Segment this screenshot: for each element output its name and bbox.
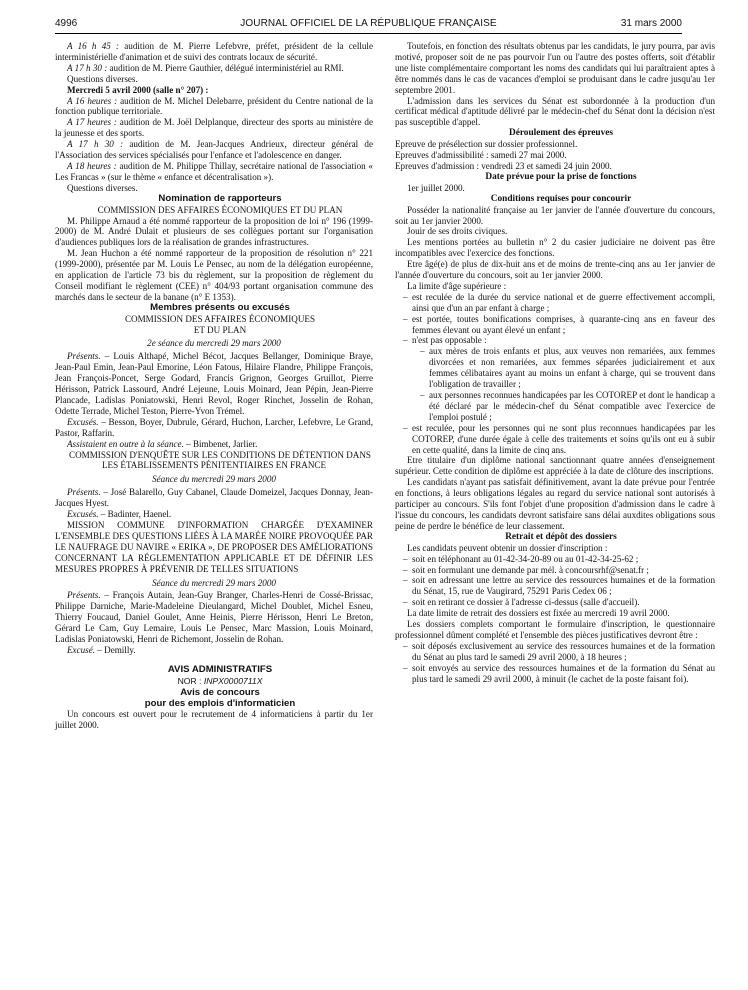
commission-name: COMMISSION DES AFFAIRES ÉCONOMIQUES ET DU PLAN [97, 204, 343, 215]
notice-title: Avis de concours [180, 686, 260, 698]
commission-name: ET DU PLAN [193, 324, 247, 335]
page-header [55, 18, 682, 34]
list-item: – soit en téléphonant au 01-42-34-20-89 ou au 01-42-34-25-62 ; [403, 554, 715, 565]
agenda-item: A 17 h 30 : audition de M. Jean-Jacques Andrieux, directeur général de l'Association des services spécialisés pour l'enfance et l'adolescence en danger. [55, 139, 373, 161]
section-heading: Date prévue pour la prise de fonctions [485, 171, 637, 182]
paragraph: Toutefois, en fonction des résultats obtenus par les candidats, le jury pourra, par avis motivé, proposer soit de ne pas pourvoir l'un ou l'autre des postes offerts, soit d'établir une liste complémentaire comportant les noms des candidats qui lui paraîtraient aptes à être nommés dans le cas de vacances d'emploi se produisant dans le cadre jusqu'au 1er septembre 2001. [395, 41, 715, 95]
age-limit-list [395, 292, 715, 456]
section-heading: Déroulement des épreuves [509, 128, 613, 139]
paragraph: La limite d'âge supérieure : [407, 280, 507, 291]
paragraph: Jouir de ses droits civiques. [407, 226, 508, 237]
paragraph: 1er juillet 2000. [407, 182, 465, 193]
list-item: – aux mères de trois enfants et plus, aux veuves non remariées, aux femmes divorcées et non remariées, aux femmes séparées judiciairement et aux femmes célibataires ayant au moins un enfant à charge, qui se trouvent dans l'obligation de travailler ; [420, 346, 715, 390]
agenda-item: A 16 h 45 : audition de M. Pierre Lefebvre, préfet, président de la cellule interministérielle d'animation et de suivi des contrats locaux de sécurité. [55, 41, 373, 62]
section-heading: Conditions requises pour concourir [490, 193, 632, 204]
attendance-other: Assistaient en outre à la séance. – Bimbenet, Jarlier. [67, 438, 258, 449]
list-item: – n'est pas opposable : – aux mères de trois enfants et plus, aux veuves non remariées, aux femmes divorcées et non remariées, aux femmes séparées judiciairement et aux femmes célibataires ayant au moins un enfant à charge, qui se trouvent dans l'obligation de travailler ; – aux personnes reconnues handicapées par les COTOREP et dont le handicap a été déclaré par le médecin-chef du Sénat compatible avec l'exercice de l'emploi postulé ; [403, 335, 715, 422]
paragraph: Les mentions portées au bulletin n° 2 du casier judiciaire ne doivent pas être incompatibles avec l'exercice des fonctions. [395, 237, 715, 259]
paragraph: Etre âgé(e) de plus de dix-huit ans et de moins de trente-cinq ans au 1er janvier de l'année d'ouverture du concours, soit au 1er janvier 2000. [395, 259, 715, 281]
header-rule [55, 33, 682, 34]
paragraph: M. Jean Huchon a été nommé rapporteur de la proposition de résolution n° 221 (1999-2000), présentée par M. Louis Le Pensec, au nom de la délégation européenne, en application de l'article 73 bis du règlement, sur la proposition de règlement du Conseil modifiant le règlement (CEE) n° 404/93 portant organisation commune des marchés dans le secteur de la banane (n° E 1353). [55, 248, 373, 302]
paragraph: L'admission dans les services du Sénat est subordonnée à la production d'un certificat médical d'aptitude délivré par le médecin-chef du Sénat dont la décision n'est pas susceptible d'appel. [395, 95, 715, 128]
section-heading: Nomination de rapporteurs [158, 192, 282, 204]
paragraph: Les candidats peuvent obtenir un dossier d'inscription : [407, 542, 608, 553]
attendance-excused: Excusés. – Besson, Boyer, Dubrule, Gérard, Huchon, Larcher, Lefebvre, Le Grand, Pastor, Raffarin. [55, 416, 373, 438]
session-date: 2e séance du mercredi 29 mars 2000 [147, 338, 281, 349]
agenda-note: Questions diverses. [67, 182, 138, 193]
paragraph: Epreuve de présélection sur dossier professionnel. [395, 139, 578, 150]
paragraph: La date limite de retrait des dossiers est fixée au mercredi 19 avril 2000. [407, 608, 670, 619]
journal-title: JOURNAL OFFICIEL DE LA RÉPUBLIQUE FRANÇAISE [240, 18, 497, 29]
agenda-item: A 16 heures : audition de M. Michel Delebarre, président du Centre national de la fonction publique territoriale. [55, 95, 373, 117]
list-item: – soit en retirant ce dossier à l'adresse ci-dessus (salle d'accueil). [403, 597, 715, 608]
list-item: – est reculée, pour les personnes qui ne sont plus reconnues handicapées par les COTOREP, d'une durée égale à celle des traitements et soins qu'ils ont eu à subir en cette qualité, dans la limite de cinq ans. [403, 423, 715, 456]
paragraph: Posséder la nationalité française au 1er janvier de l'année d'ouverture du concours, soit au 1er janvier 2000. [395, 204, 715, 226]
left-column [55, 41, 373, 730]
right-column [395, 41, 715, 684]
mission-name: MISSION COMMUNE D'INFORMATION CHARGÉE D'EXAMINER L'ENSEMBLE DES QUESTIONS LIÉES À LA MARÉE NOIRE PROVOQUÉE PAR LE NAUFRAGE DU NAVIRE « ERIKA », DE PROPOSER DES AMÉLIORATIONS CONCERNANT LA RÉGLEMENTATION APPLICABLE ET DE DÉFINIR LES MESURES PROPRES À PRÉVENIR DE TELLES SITUATIONS [55, 519, 373, 574]
paragraph: Etre titulaire d'un diplôme national sanctionnant quatre années d'enseignement supérieur. Cette condition de diplôme est appréciée à la date de clôture des inscriptions. [395, 455, 715, 477]
list-item: – soit envoyés au service des ressources humaines et de la formation du Sénat au plus tard le samedi 29 avril 2000, à minuit (le cachet de la poste faisant foi). [403, 663, 715, 685]
section-heading: AVIS ADMINISTRATIFS [167, 663, 273, 675]
request-methods-list [395, 554, 715, 609]
list-item: – soit déposés exclusivement au service des ressources humaines et de la formation du Sénat au plus tard le samedi 29 avril 2000, à 18 heures ; [403, 641, 715, 663]
list-item: – aux personnes reconnues handicapées par les COTOREP et dont le handicap a été déclaré par le médecin-chef du Sénat compatible avec l'exercice de l'emploi postulé ; [420, 390, 715, 423]
page-number: 4996 [55, 18, 78, 29]
section-heading: Retrait et dépôt des dossiers [505, 531, 617, 542]
paragraph: Les dossiers complets comportant le formulaire d'inscription, le questionnaire professionnel dûment complété et l'ensemble des pièces justificatives devront être : [395, 619, 715, 640]
agenda-note: Questions diverses. [67, 73, 138, 84]
attendance-excused: Excusé. – Demilly. [67, 644, 136, 655]
attendance-present: Présents. – Louis Althapé, Michel Bécot, Jacques Bellanger, Dominique Braye, Jean-Paul Emin, Jean-Paul Emorine, Léon Fatous, Hilaire Flandre, Philippe François, Jean François-Poncet, Serge Godard, Francis Grignon, Georges Gruillot, Pierre Hérisson, Patrick Lassourd, André Lejeune, Louis Moinard, Jean Pépin, Jean-Pierre Plancade, Ladislas Poniatowski, Henri Revol, Roger Rinchet, Josselin de Rohan, Odette Terrade, Michel Teston, Pierre-Yvon Trémel. [55, 351, 373, 416]
list-item: – est portée, toutes bonifications comprises, à quarante-cinq ans en faveur des femmes élevant ou ayant élevé un enfant ; [403, 314, 715, 336]
commission-name: COMMISSION DES AFFAIRES ÉCONOMIQUES [124, 313, 316, 324]
notice-subtitle: pour des emplois d'informaticien [144, 697, 296, 709]
attendance-excused: Excusés. – Badinter, Haenel. [67, 509, 172, 520]
agenda-item: A 18 heures : audition de M. Philippe Thillay, secrétaire national de l'association « Les Francas » (sur le thème « enfance et décentralisation »). [55, 160, 373, 182]
session-date: Séance du mercredi 29 mars 2000 [152, 577, 276, 588]
agenda-item: A 17 heures : audition de M. Joël Delplanque, directeur des sports au ministère de la jeunesse et des sports. [55, 117, 373, 139]
paragraph: M. Philippe Arnaud a été nommé rapporteur de la proposition de loi n° 196 (1999-2000) de M. André Dulait et plusieurs de ses collègues portant sur l'organisation d'audiences publiques lors de la réalisation de grandes infrastructures. [55, 215, 373, 248]
commission-name: COMMISSION D'ENQUÊTE SUR LES CONDITIONS DE DÉTENTION DANS LES ÉTABLISSEMENTS PÉNITENTIAIRES EN FRANCE [69, 449, 371, 471]
agenda-item: A 17 h 30 : audition de M. Pierre Gauthier, délégué interministériel au RMI. [67, 62, 344, 73]
session-date: Séance du mercredi 29 mars 2000 [152, 474, 276, 485]
paragraph: Epreuves d'admission : vendredi 23 et samedi 24 juin 2000. [395, 160, 612, 171]
attendance-present: Présents. – José Balarello, Guy Cabanel, Claude Domeizel, Jacques Donnay, Jean-Jacques Hyest. [55, 487, 373, 509]
issue-date: 31 mars 2000 [620, 18, 682, 29]
paragraph: Les candidats n'ayant pas satisfait définitivement, avant la date prévue pour l'entrée en fonctions, à leurs obligations légales au regard du service national sont autorisés à participer au concours. S'ils font l'objet d'une proposition d'admission dans le cadre à l'issue du concours, les candidats devront satisfaire sans délai auxdites obligations sous peine de perdre le bénéfice de leur classement. [395, 477, 715, 531]
list-item: – soit en formulant une demande par mél. à concoursrhf@senat.fr ; [403, 565, 715, 576]
list-item: – soit en adressant une lettre au service des ressources humaines et de la formation du Sénat, 15, rue de Vaugirard, 75291 Paris Cedex 06 ; [403, 575, 715, 597]
nested-list [412, 346, 715, 422]
attendance-present: Présents. – François Autain, Jean-Guy Branger, Charles-Henri de Cossé-Brissac, Philippe Darniche, Marie-Madeleine Dieulangard, Michel Doublet, Michel Esneu, Thierry Foucaud, Daniel Goulet, Anne Heinis, Pierre Hérisson, Henri Le Breton, Gérard Le Cam, Guy Lemaire, Louis Le Pensec, Marc Massion, Louis Moinard, Ladislas Poniatowski, Henri de Richemont, Josselin de Rohan. [55, 590, 373, 645]
agenda-date: Mercredi 5 avril 2000 (salle n° 207) : [67, 84, 209, 95]
paragraph: Epreuves d'admissibilité : samedi 27 mai 2000. [395, 150, 567, 161]
list-item: – est reculée de la durée du service national et de guerre effectivement accompli, ainsi que d'un an par enfant à charge ; [403, 292, 715, 314]
nor-reference: NOR : INPX0000711X [177, 675, 263, 686]
submission-list [395, 641, 715, 685]
paragraph: Un concours est ouvert pour le recrutement de 4 informaticiens à partir du 1er juillet 2000. [55, 708, 373, 730]
section-heading: Membres présents ou excusés [150, 301, 290, 313]
